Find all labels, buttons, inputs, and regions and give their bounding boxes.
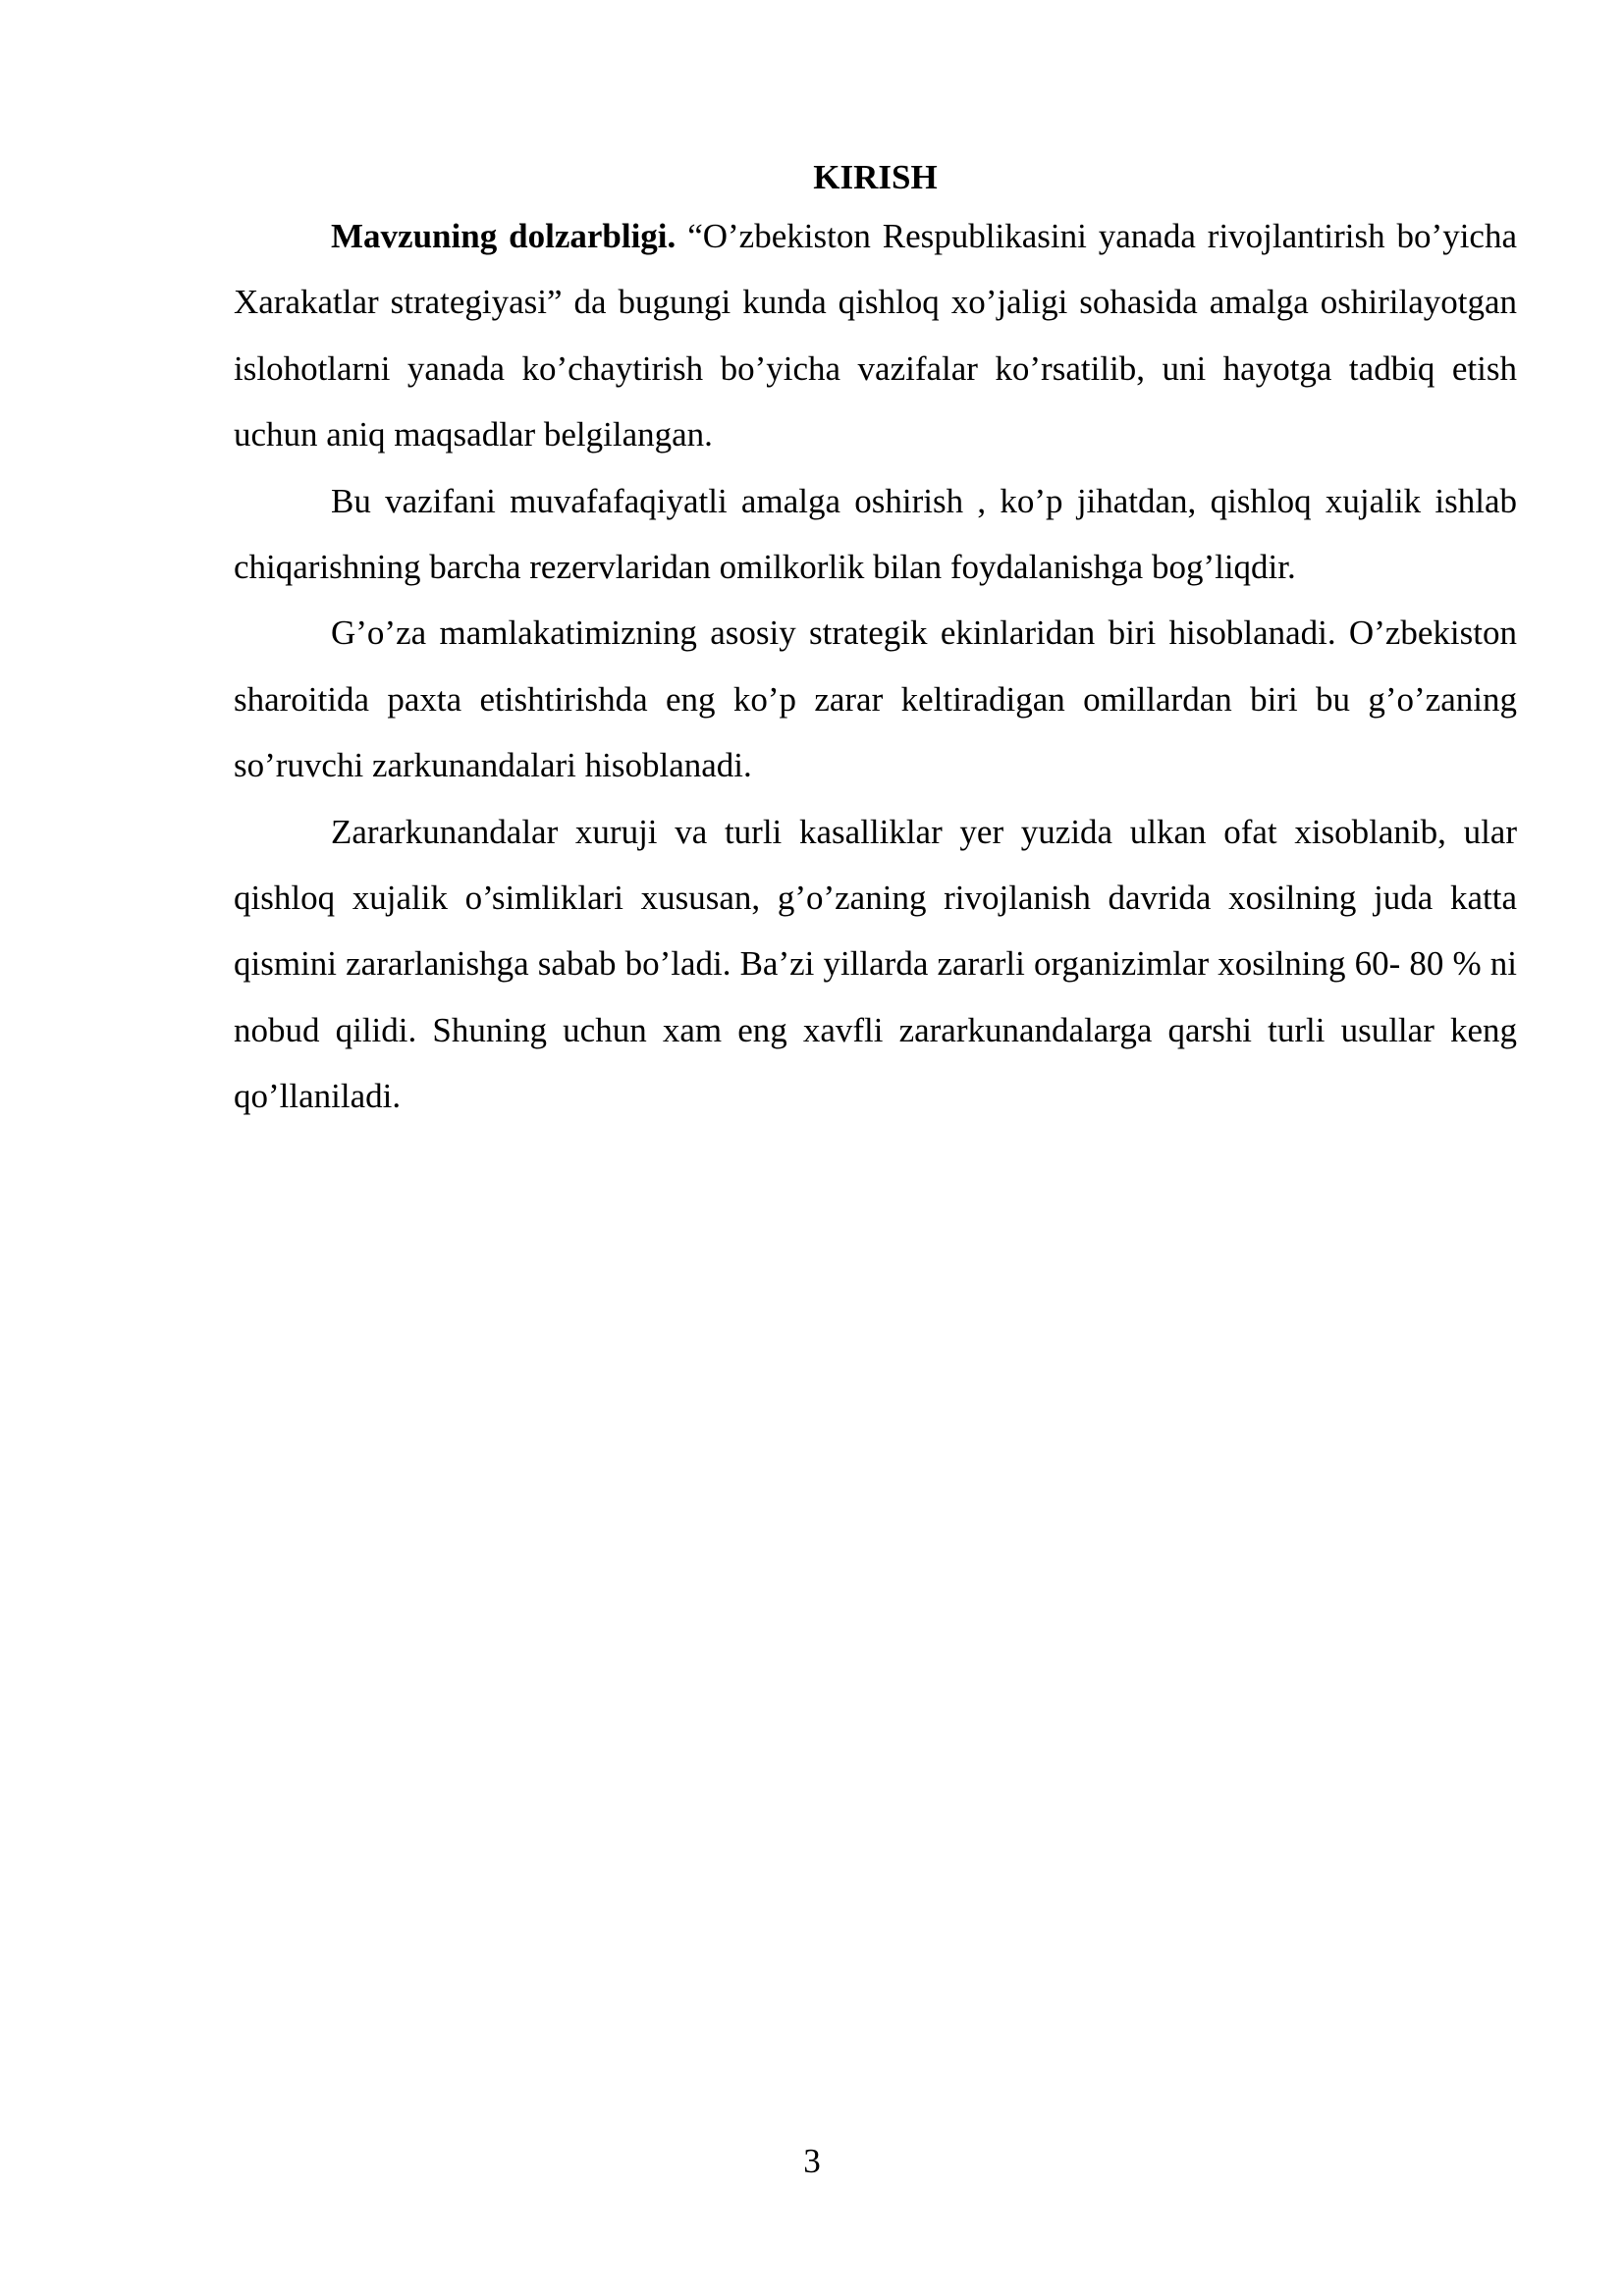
- paragraph-task: Bu vazifani muvafafaqiyatli amalga oshirish , ko’p jihatdan, qishloq xujalik ishlab chiqarishning barcha rezervlaridan omilkorlik bilan foydalanishga bog’liqdir.: [234, 481, 1517, 587]
- paragraph-text: “O’zbekiston Respublikasini yanada rivojlantirish bo’yicha Xarakatlar strategiyasi” da bugungi kunda qishloq xo’jaligi sohasida amalga oshirilayotgan islohotlarni yanada ko’chaytirish bo’yicha vazifalar ko’rsatilib, uni hayotga tadbiq etish uchun aniq maqsadlar belgilangan.: [234, 217, 1517, 454]
- paragraph-lead-heading: Mavzuning dolzarbligi.: [331, 217, 677, 255]
- paragraph-relevance: [234, 203, 1517, 468]
- page-number: 3: [803, 2142, 821, 2180]
- section-title: KIRISH: [813, 158, 938, 196]
- paragraph-pests: Zararkunandalar xuruji va turli kasalliklar yer yuzida ulkan ofat xisoblanib, ular qishloq xujalik o’simliklari xususan, g’o’zaning rivojlanish davrida xosilning juda katta qismini zararlanishga sabab bo’ladi. Ba’zi yillarda zararli organizimlar xosilning 60- 80 % ni nobud qilidi. Shuning uchun xam eng xavfli zararkunandalarga qarshi turli usullar keng qo’llaniladi.: [234, 812, 1517, 1116]
- paragraph-cotton: G’o’za mamlakatimizning asosiy strategik ekinlaridan biri hisoblanadi. O’zbekiston sharoitida paxta etishtirishda eng ko’p zarar keltiradigan omillardan biri bu g’o’zaning so’ruvchi zarkunandalari hisoblanadi.: [234, 614, 1517, 785]
- document-body: [234, 152, 1517, 1130]
